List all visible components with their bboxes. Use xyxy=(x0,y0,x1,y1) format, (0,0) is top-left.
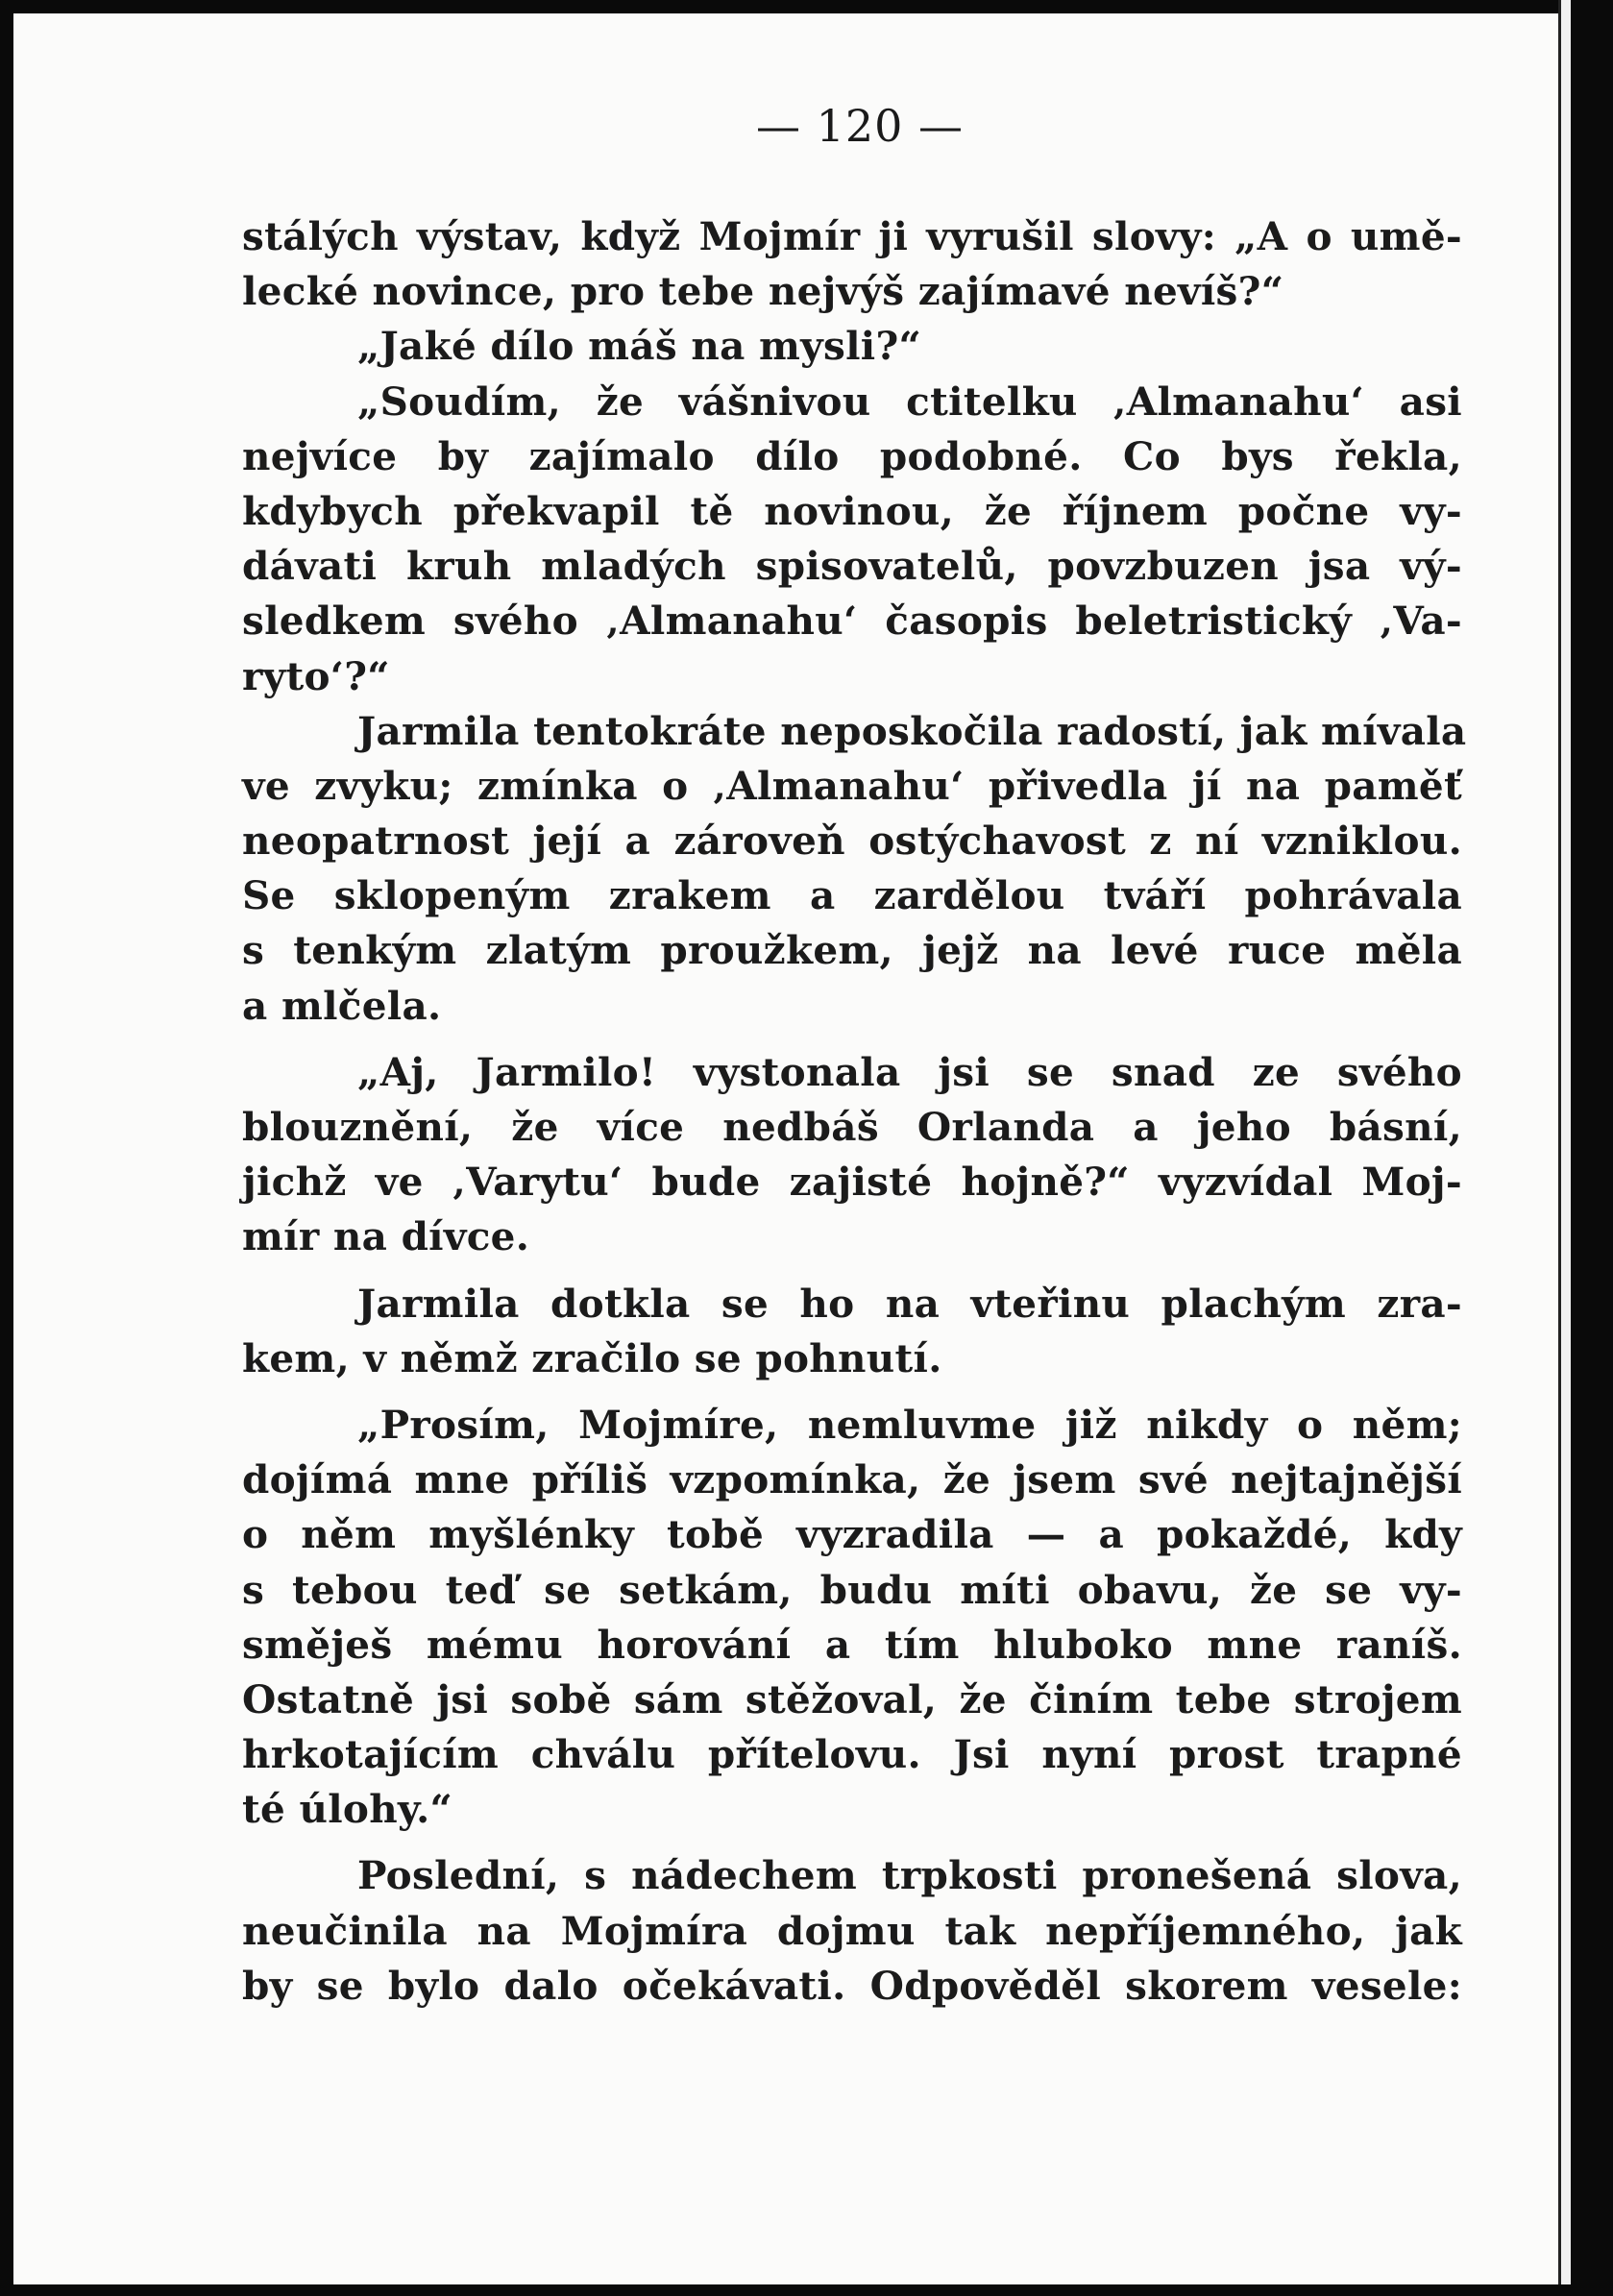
text-line: Poslední, s nádechem trpkosti pronešená slova, xyxy=(357,1852,1462,1899)
text-line: Jarmila dotkla se ho na vteřinu plachým zra- xyxy=(357,1280,1462,1327)
text-line: nejvíce by zajímalo dílo podobné. Co bys řekla, xyxy=(242,432,1462,479)
text-line: „Jaké dílo máš na mysli?“ xyxy=(357,323,922,370)
text-line: neučinila na Mojmíra dojmu tak nepříjemného, jak xyxy=(242,1907,1462,1954)
text-line: Se sklopeným zrakem a zardělou tváří pohrávala xyxy=(242,872,1462,919)
scan-border-left xyxy=(0,0,13,2296)
page-number: — 120 — xyxy=(755,100,965,152)
text-line: stálých výstav, když Mojmír ji vyrušil slovy: „A o umě- xyxy=(242,213,1462,259)
page-edge-right xyxy=(1558,0,1571,2296)
text-line: Jarmila tentokráte neposkočila radostí, jak mívala xyxy=(357,707,1467,754)
text-line: s tebou teď se setkám, budu míti obavu, že se vy- xyxy=(242,1566,1462,1613)
text-line: by se bylo dalo očekávati. Odpověděl skorem vesele: xyxy=(242,1962,1462,2009)
text-line: „Soudím, že vášnivou ctitelku ‚Almanahu‘ asi xyxy=(357,378,1462,425)
text-line: „Aj, Jarmilo! vystonala jsi se snad ze svého xyxy=(357,1048,1462,1095)
text-line: sledkem svého ‚Almanahu‘ časopis beletristický ‚Va- xyxy=(242,598,1462,645)
text-line: dojímá mne příliš vzpomínka, že jsem své nejtajnější xyxy=(242,1456,1462,1503)
text-line: o něm myšlénky tobě vyzradila — a pokaždé, kdy xyxy=(242,1511,1462,1558)
text-line: blouznění, že více nedbáš Orlanda a jeho básní, xyxy=(242,1104,1462,1150)
text-line: té úlohy.“ xyxy=(242,1786,453,1833)
text-line: dávati kruh mladých spisovatelů, povzbuzen jsa vý- xyxy=(242,543,1462,590)
text-line: lecké novince, pro tebe nejvýš zajímavé nevíš?“ xyxy=(242,268,1284,315)
text-line: kem, v němž zračilo se pohnutí. xyxy=(242,1334,942,1381)
scan-border-bottom xyxy=(0,2284,1613,2296)
text-line: Ostatně jsi sobě sám stěžoval, že činím tebe strojem xyxy=(242,1675,1462,1722)
text-line: ryto‘?“ xyxy=(242,652,390,699)
text-line: s tenkým zlatým proužkem, jejž na levé ruce měla xyxy=(242,927,1462,974)
body-text xyxy=(242,209,1467,2014)
text-line: ve zvyku; zmínka o ‚Almanahu‘ přivedla jí na paměť xyxy=(242,762,1462,809)
scan-border-right xyxy=(1571,0,1613,2296)
scan-border-top xyxy=(0,0,1613,13)
text-line: mír na dívce. xyxy=(242,1213,530,1260)
text-line: kdybych překvapil tě novinou, že říjnem počne vy- xyxy=(242,487,1462,534)
text-line: neopatrnost její a zároveň ostýchavost z ní vzniklou. xyxy=(242,818,1462,865)
text-line: jichž ve ‚Varytu‘ bude zajisté hojně?“ vyzvídal Moj- xyxy=(242,1159,1462,1206)
text-line: směješ mému horování a tím hluboko mne raníš. xyxy=(242,1621,1462,1668)
text-line: hrkotajícím chválu přítelovu. Jsi nyní prost trapné xyxy=(242,1731,1462,1778)
text-line: „Prosím, Mojmíre, nemluvme již nikdy o něm; xyxy=(357,1401,1462,1448)
text-line: a mlčela. xyxy=(242,982,442,1029)
